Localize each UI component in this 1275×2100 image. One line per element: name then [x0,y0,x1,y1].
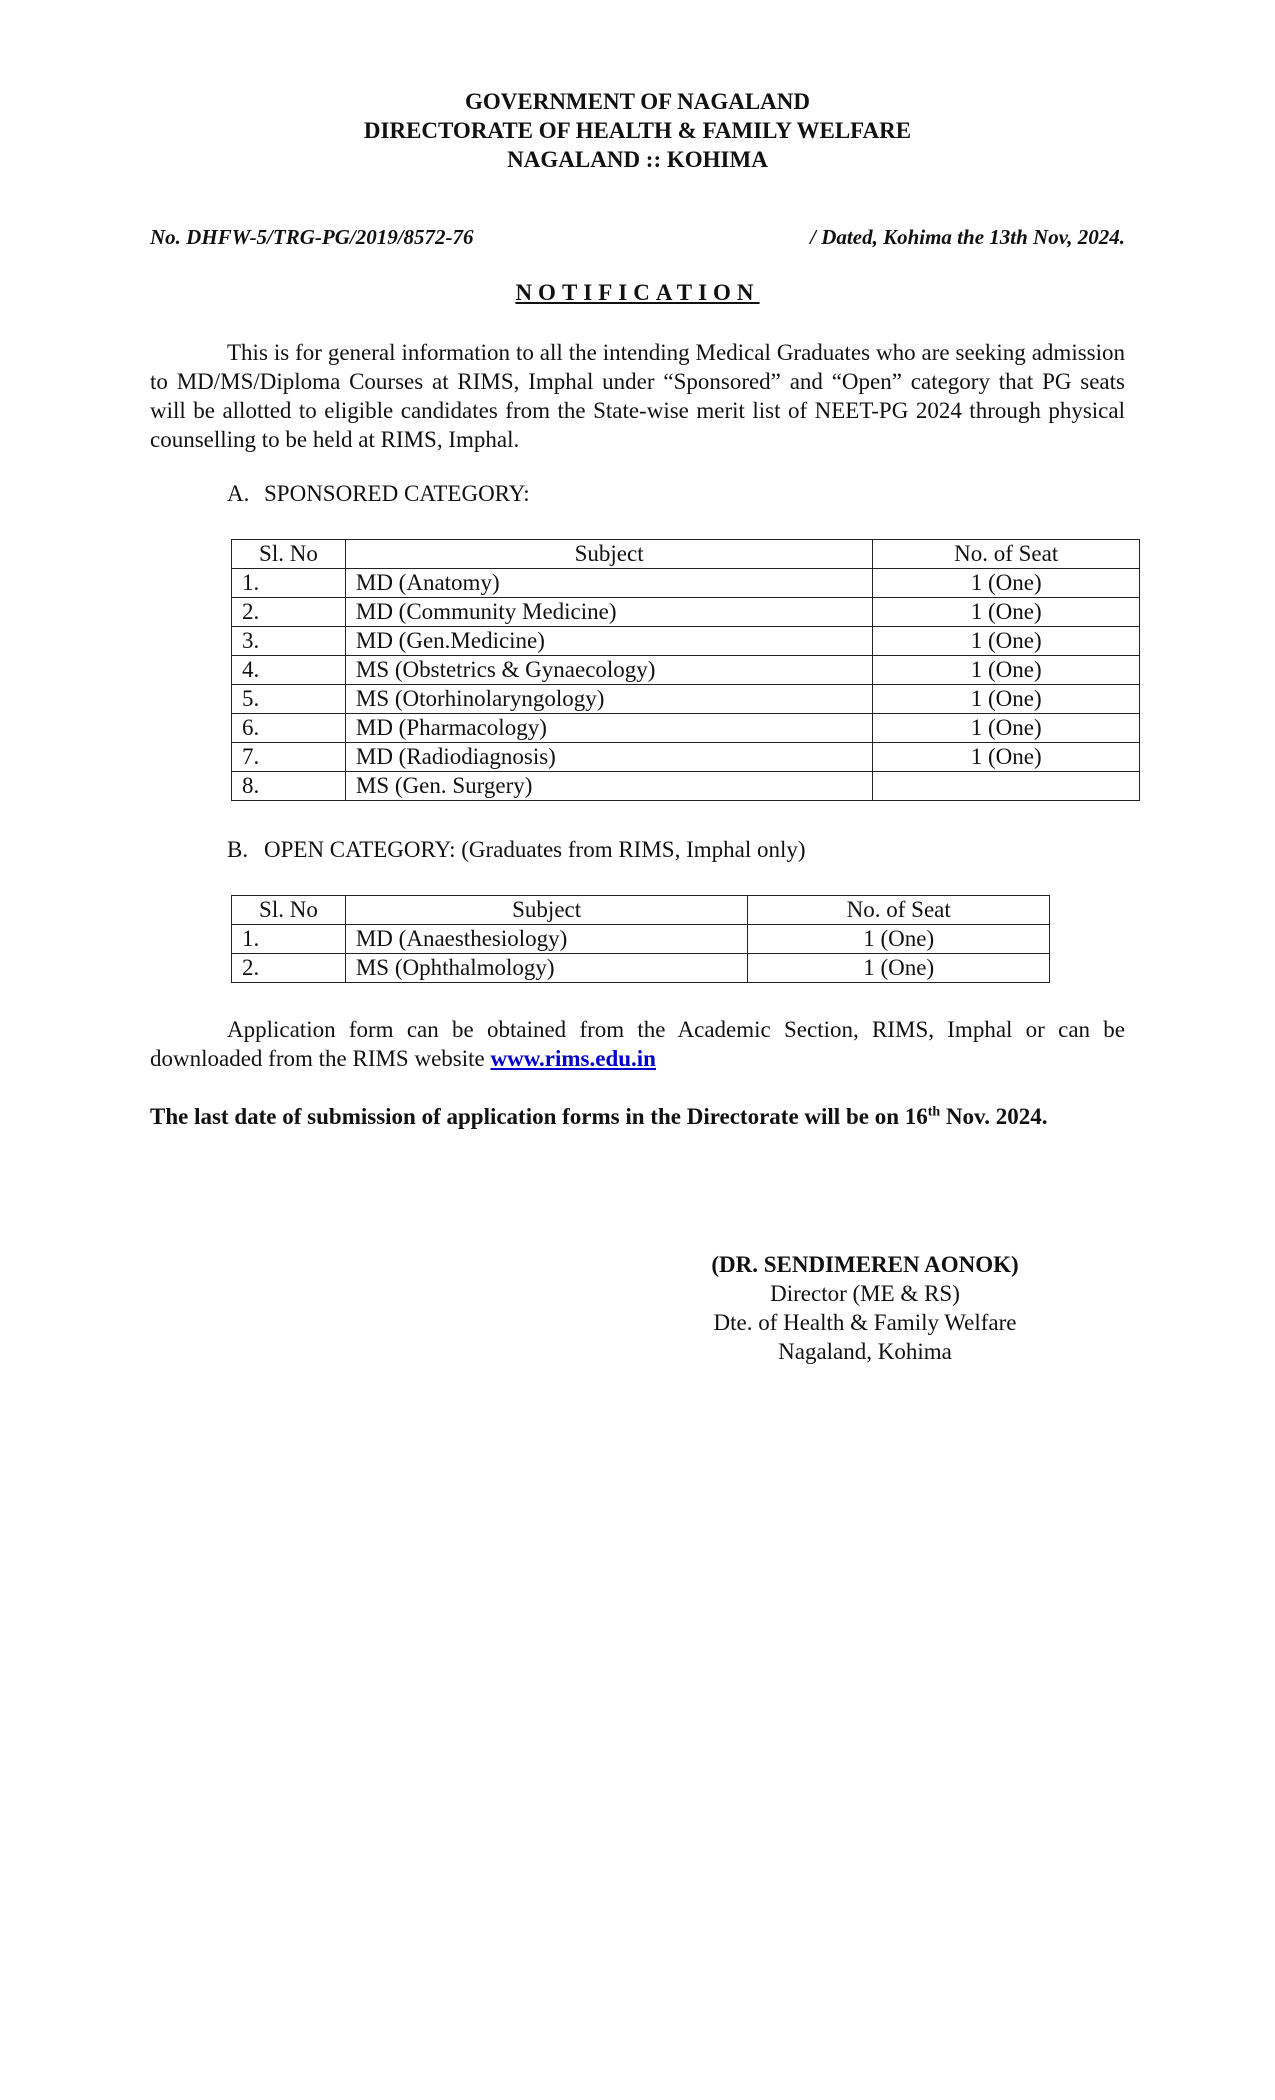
letterhead-line-1: GOVERNMENT OF NAGALAND [464,89,810,114]
column-header-seats: No. of Seat [748,896,1050,925]
sponsored-title: SPONSORED CATEGORY: [264,481,530,506]
column-header-sl: Sl. No [232,540,346,569]
application-text: Application form can be obtained from the Academic Section, RIMS, Imphal or can be downloaded from the RIMS website [150,1017,1125,1071]
last-date-prefix: The last date of submission of application forms in the Directorate will be on 16 [150,1104,928,1129]
table-row [232,743,1140,772]
column-header-subject: Subject [345,540,872,569]
signatory-name: (DR. SENDIMEREN AONOK) [711,1252,1019,1277]
cell-seats: 1 (One) [873,656,1140,685]
cell-seats: 1 (One) [873,569,1140,598]
open-title: OPEN CATEGORY: (Graduates from RIMS, Imphal only) [264,837,806,862]
cell-sl: 1. [232,925,346,954]
column-header-sl: Sl. No [232,896,346,925]
letterhead-line-2: DIRECTORATE OF HEALTH & FAMILY WELFARE [363,118,912,143]
reference-date: / Dated, Kohima the 13th Nov, 2024. [810,225,1125,249]
cell-seats: 1 (One) [873,685,1140,714]
cell-subject: MD (Radiodiagnosis) [345,743,872,772]
cell-subject: MS (Otorhinolaryngology) [345,685,872,714]
table-row [232,656,1140,685]
table-header-row [232,896,1050,925]
rims-website-link[interactable]: www.rims.edu.in [490,1046,656,1071]
table-row [232,925,1050,954]
cell-seats: 1 (One) [873,743,1140,772]
intro-paragraph: This is for general information to all the intending Medical Graduates who are seeking admission to MD/MS/Diploma Courses at RIMS, Imphal under “Sponsored” and “Open” category that PG seats will be allotted to eligible candidates from the State-wise merit list of NEET-PG 2024 through physical counselling to be held at RIMS, Imphal. [150,340,1125,452]
application-paragraph [150,1015,1125,1073]
cell-seats: 1 (One) [748,925,1050,954]
cell-subject: MS (Gen. Surgery) [345,772,872,801]
cell-subject: MD (Community Medicine) [345,598,872,627]
signature-block [665,1250,1065,1366]
cell-seats: 1 (One) [873,627,1140,656]
open-seats-table [231,895,1050,983]
table-row [232,627,1140,656]
last-date-suffix: Nov. 2024. [940,1104,1048,1129]
letterhead-line-3: NAGALAND :: KOHIMA [507,147,768,172]
last-date-notice [150,1102,1140,1131]
column-header-seats: No. of Seat [873,540,1140,569]
cell-sl: 4. [232,656,346,685]
column-header-subject: Subject [345,896,748,925]
cell-subject: MS (Obstetrics & Gynaecology) [345,656,872,685]
sponsored-letter: A. [227,481,250,506]
cell-sl: 6. [232,714,346,743]
cell-seats [873,772,1140,801]
sponsored-seats-table [231,539,1140,801]
table-row [232,598,1140,627]
cell-sl: 7. [232,743,346,772]
signatory-designation: Director (ME & RS) [770,1281,960,1306]
cell-sl: 8. [232,772,346,801]
cell-seats: 1 (One) [873,598,1140,627]
notification-title: NOTIFICATION [515,280,760,305]
table-row [232,714,1140,743]
cell-subject: MD (Gen.Medicine) [345,627,872,656]
open-letter: B. [227,837,249,862]
table-row [232,569,1140,598]
table-row [232,772,1140,801]
signatory-location: Nagaland, Kohima [778,1339,952,1364]
cell-sl: 2. [232,954,346,983]
cell-subject: MD (Pharmacology) [345,714,872,743]
cell-sl: 2. [232,598,346,627]
cell-subject: MD (Anaesthesiology) [345,925,748,954]
table-header-row [232,540,1140,569]
cell-seats: 1 (One) [873,714,1140,743]
letterhead [0,87,1275,174]
cell-sl: 3. [232,627,346,656]
cell-sl: 1. [232,569,346,598]
open-category-heading [227,835,806,864]
table-row [232,685,1140,714]
last-date-ordinal: th [927,1104,941,1120]
signatory-office: Dte. of Health & Family Welfare [713,1310,1017,1335]
reference-line [150,225,1125,250]
cell-sl: 5. [232,685,346,714]
cell-seats: 1 (One) [748,954,1050,983]
sponsored-category-heading [227,479,530,508]
cell-subject: MD (Anatomy) [345,569,872,598]
reference-number: No. DHFW-5/TRG-PG/2019/8572-76 [150,225,474,249]
table-row [232,954,1050,983]
cell-subject: MS (Ophthalmology) [345,954,748,983]
